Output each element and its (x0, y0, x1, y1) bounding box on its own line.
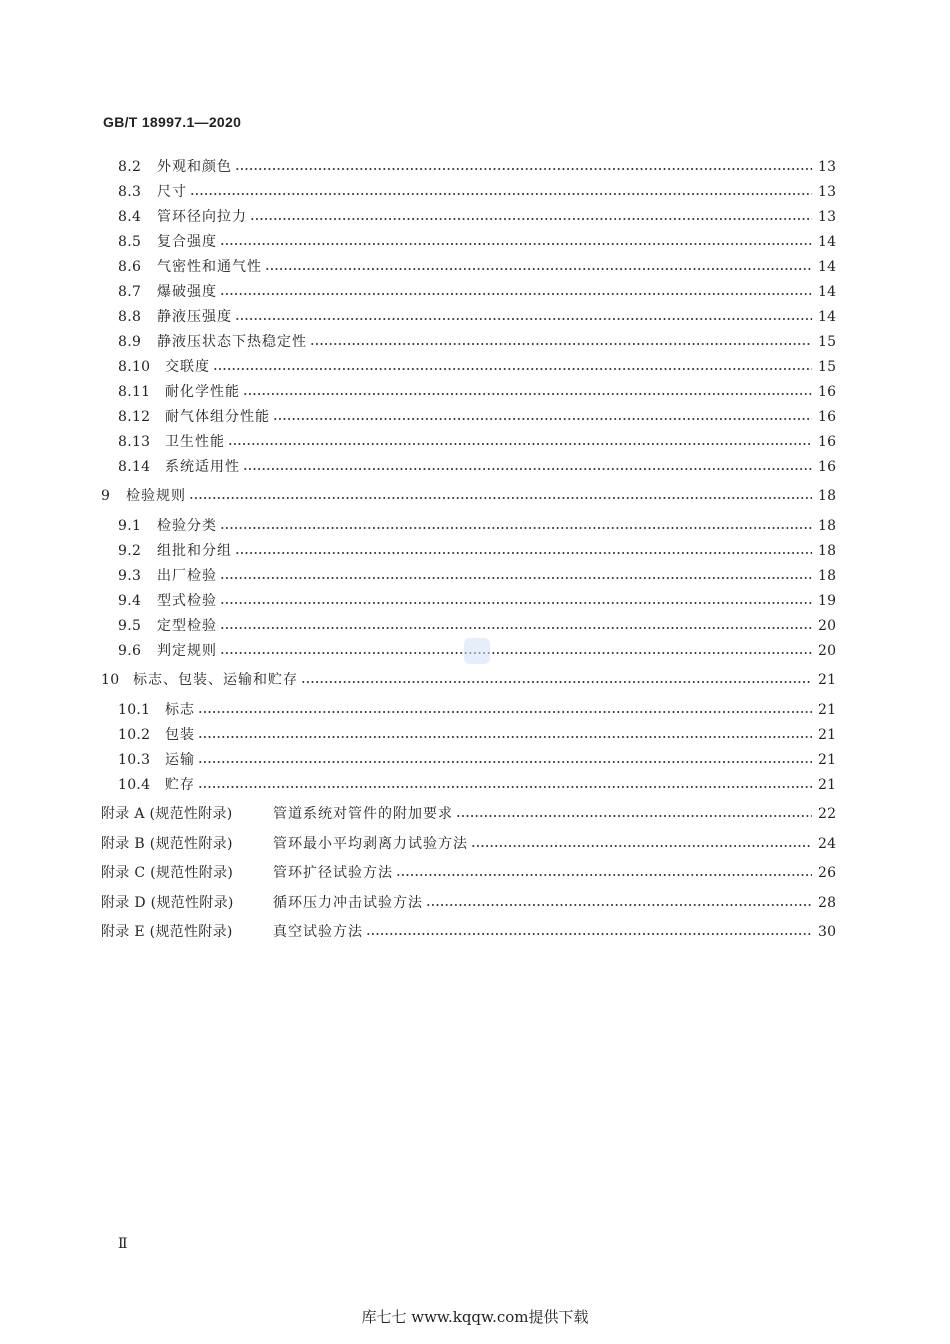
toc-entry-number: 9 (101, 488, 111, 504)
toc-entry-number: 8.10 (118, 359, 151, 375)
toc-entry-number: 10 (101, 672, 120, 688)
toc-entry[interactable] (101, 804, 836, 824)
toc-entry-title: 贮存 (165, 777, 195, 793)
toc-entry[interactable] (118, 432, 836, 452)
toc-dot-leader (213, 366, 812, 372)
toc-entry-title: 外观和颜色 (157, 159, 232, 175)
toc-entry-page: 26 (818, 865, 837, 881)
toc-entry-page: 15 (818, 334, 837, 350)
toc-entry-title: 耐气体组分性能 (165, 409, 270, 425)
toc-entry-number: 8.4 (118, 209, 142, 225)
toc-entry[interactable] (118, 725, 836, 745)
toc-entry-title: 标志、包装、运输和贮存 (133, 672, 298, 688)
toc-entry[interactable] (118, 616, 836, 636)
toc-entry-page: 24 (818, 836, 837, 852)
toc-entry-title: 耐化学性能 (165, 384, 240, 400)
toc-entry[interactable] (101, 834, 836, 854)
toc-dot-leader (235, 316, 812, 322)
toc-dot-leader (228, 441, 812, 447)
toc-entry-title: 组批和分组 (157, 543, 232, 559)
toc-entry[interactable] (118, 700, 836, 720)
toc-entry-page: 28 (818, 895, 837, 911)
toc-entry-title: 系统适用性 (165, 459, 240, 475)
toc-entry-number: 10.2 (118, 727, 151, 743)
toc-entry-number: 8.13 (118, 434, 151, 450)
toc-entry[interactable] (118, 232, 836, 252)
toc-entry[interactable] (118, 750, 836, 770)
toc-entry-page: 21 (818, 777, 837, 793)
toc-entry-number: 8.9 (118, 334, 142, 350)
toc-entry-title: 复合强度 (157, 234, 217, 250)
toc-entry[interactable] (118, 516, 836, 536)
toc-entry-number: 8.5 (118, 234, 142, 250)
toc-entry[interactable] (118, 332, 836, 352)
toc-entry[interactable] (118, 157, 836, 177)
toc-entry-number: 9.1 (118, 518, 142, 534)
toc-dot-leader (243, 391, 812, 397)
toc-entry-page: 14 (818, 259, 837, 275)
toc-dot-leader (426, 902, 812, 908)
toc-entry-number: 10.1 (118, 702, 151, 718)
toc-entry-number: 9.2 (118, 543, 142, 559)
toc-dot-leader (235, 166, 812, 172)
toc-entry-title: 出厂检验 (157, 568, 217, 584)
toc-entry-title: 尺寸 (157, 184, 187, 200)
toc-entry-page: 21 (818, 702, 837, 718)
toc-entry-title: 型式检验 (157, 593, 217, 609)
toc-entry[interactable] (118, 457, 836, 477)
toc-entry-number: 8.2 (118, 159, 142, 175)
toc-entry-page: 19 (818, 593, 837, 609)
toc-entry-number: 9.4 (118, 593, 142, 609)
toc-entry-title: 管道系统对管件的附加要求 (273, 806, 453, 822)
toc-entry[interactable] (118, 541, 836, 561)
toc-dot-leader (396, 872, 812, 878)
toc-entry-title: 标志 (165, 702, 195, 718)
toc-dot-leader (301, 679, 812, 685)
toc-entry-page: 18 (818, 543, 837, 559)
toc-entry-number: 附录 E (规范性附录) (101, 924, 233, 940)
toc-dot-leader (471, 843, 812, 849)
toc-dot-leader (243, 466, 812, 472)
toc-dot-leader (366, 931, 812, 937)
toc-entry-number: 8.3 (118, 184, 142, 200)
toc-entry[interactable] (118, 207, 836, 227)
toc-entry-page: 22 (818, 806, 837, 822)
toc-entry-title: 定型检验 (157, 618, 217, 634)
watermark-logo-icon (464, 638, 490, 664)
toc-entry-title: 静液压强度 (157, 309, 232, 325)
toc-entry-title: 管环扩径试验方法 (273, 865, 393, 881)
toc-entry-page: 20 (818, 618, 837, 634)
toc-entry[interactable] (118, 382, 836, 402)
toc-entry-title: 判定规则 (157, 643, 217, 659)
toc-entry[interactable] (118, 357, 836, 377)
toc-entry[interactable] (118, 182, 836, 202)
toc-entry[interactable] (101, 922, 836, 942)
toc-entry-number: 8.8 (118, 309, 142, 325)
toc-entry[interactable] (118, 591, 836, 611)
toc-dot-leader (198, 759, 812, 765)
toc-dot-leader (190, 191, 812, 197)
toc-dot-leader (198, 709, 812, 715)
toc-entry-title: 检验分类 (157, 518, 217, 534)
toc-entry-page: 30 (818, 924, 837, 940)
toc-entry-title: 气密性和通气性 (157, 259, 262, 275)
toc-entry[interactable] (118, 407, 836, 427)
toc-entry-page: 14 (818, 284, 837, 300)
toc-dot-leader (198, 734, 812, 740)
toc-dot-leader (310, 341, 812, 347)
toc-entry-page: 15 (818, 359, 837, 375)
toc-dot-leader (220, 291, 812, 297)
download-footer: 库七七 www.kqqw.com提供下载 (361, 1308, 589, 1326)
toc-dot-leader (265, 266, 812, 272)
toc-entry-page: 13 (818, 209, 837, 225)
toc-entry-title: 循环压力冲击试验方法 (273, 895, 423, 911)
toc-entry[interactable] (101, 863, 836, 883)
toc-entry-title: 交联度 (165, 359, 210, 375)
toc-entry-title: 卫生性能 (165, 434, 225, 450)
toc-entry-page: 13 (818, 159, 837, 175)
toc-entry-number: 9.3 (118, 568, 142, 584)
toc-dot-leader (189, 495, 812, 501)
toc-dot-leader (220, 625, 812, 631)
toc-dot-leader (198, 784, 812, 790)
toc-entry-number: 9.6 (118, 643, 142, 659)
toc-entry-title: 包装 (165, 727, 195, 743)
toc-entry-number: 附录 C (规范性附录) (101, 865, 234, 881)
toc-entry-page: 18 (818, 518, 837, 534)
toc-dot-leader (220, 575, 812, 581)
toc-entry-number: 8.12 (118, 409, 151, 425)
toc-entry-title: 运输 (165, 752, 195, 768)
toc-entry-title: 爆破强度 (157, 284, 217, 300)
toc-entry-number: 8.14 (118, 459, 151, 475)
toc-entry-number: 10.3 (118, 752, 151, 768)
toc-dot-leader (456, 813, 812, 819)
toc-entry[interactable] (118, 257, 836, 277)
toc-entry[interactable] (118, 307, 836, 327)
toc-entry-number: 8.7 (118, 284, 142, 300)
toc-entry-page: 21 (818, 752, 837, 768)
toc-dot-leader (220, 241, 812, 247)
toc-entry-title: 检验规则 (126, 488, 186, 504)
toc-dot-leader (220, 525, 812, 531)
toc-entry-number: 9.5 (118, 618, 142, 634)
toc-entry-number: 10.4 (118, 777, 151, 793)
toc-entry-page: 18 (818, 488, 837, 504)
toc-dot-leader (220, 650, 812, 656)
toc-entry-number: 附录 A (规范性附录) (101, 806, 233, 822)
toc-entry-page: 21 (818, 727, 837, 743)
toc-entry[interactable] (118, 775, 836, 795)
toc-entry-page: 16 (818, 409, 837, 425)
toc-entry-title: 管环最小平均剥离力试验方法 (273, 836, 468, 852)
toc-entry[interactable] (101, 893, 836, 913)
toc-dot-leader (273, 416, 812, 422)
toc-entry-title: 真空试验方法 (273, 924, 363, 940)
toc-entry[interactable] (101, 670, 836, 690)
toc-entry-page: 18 (818, 568, 837, 584)
toc-entry-page: 13 (818, 184, 837, 200)
toc-entry-number: 附录 D (规范性附录) (101, 895, 234, 911)
toc-entry-page: 21 (818, 672, 837, 688)
toc-entry[interactable] (118, 566, 836, 586)
toc-entry-page: 16 (818, 434, 837, 450)
toc-dot-leader (250, 216, 812, 222)
standard-code-header: GB/T 18997.1—2020 (103, 114, 242, 130)
toc-entry[interactable] (118, 282, 836, 302)
toc-entry-page: 16 (818, 459, 837, 475)
toc-entry-number: 8.11 (118, 384, 151, 400)
toc-dot-leader (235, 550, 812, 556)
toc-entry-page: 14 (818, 234, 837, 250)
toc-dot-leader (220, 600, 812, 606)
toc-entry-number: 附录 B (规范性附录) (101, 836, 233, 852)
toc-entry-page: 14 (818, 309, 837, 325)
toc-entry-page: 20 (818, 643, 837, 659)
toc-entry-page: 16 (818, 384, 837, 400)
toc-entry-title: 静液压状态下热稳定性 (157, 334, 307, 350)
toc-entry-number: 8.6 (118, 259, 142, 275)
toc-entry[interactable] (101, 486, 836, 506)
page-folio: Ⅱ (118, 1236, 128, 1252)
toc-entry-title: 管环径向拉力 (157, 209, 247, 225)
